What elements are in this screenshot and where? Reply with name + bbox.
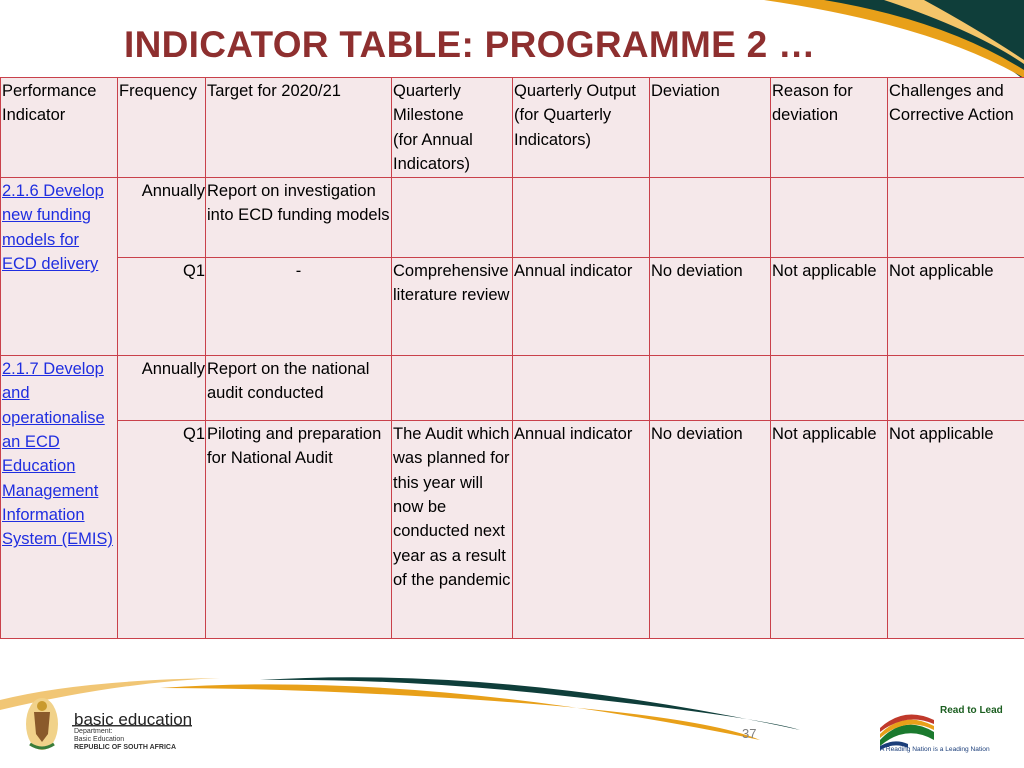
output-cell: Annual indicator [513, 421, 650, 639]
deviation-cell [650, 356, 771, 421]
header-challenges: Challenges and Corrective Action [888, 78, 1024, 178]
header-quarterly-output: Quarterly Output (for Quarterly Indicators) [513, 78, 650, 178]
reason-cell [771, 178, 888, 258]
brand-sub-line: REPUBLIC OF SOUTH AFRICA [74, 744, 177, 751]
milestone-cell [392, 356, 513, 421]
header-deviation: Deviation [650, 78, 771, 178]
indicator-cell [1, 178, 118, 356]
brand-subtitle [74, 728, 176, 752]
campaign-title: Read to Lead [940, 705, 1003, 716]
output-cell [513, 356, 650, 421]
page-number: 37 [742, 726, 757, 741]
indicator-link-2-1-6[interactable]: 2.1.6 Develop new funding models for ECD delivery [2, 182, 104, 274]
target-cell: Report on the national audit conducted [206, 356, 392, 421]
deviation-cell: No deviation [650, 258, 771, 356]
deviation-cell [650, 178, 771, 258]
milestone-cell: Comprehensive literature review [392, 258, 513, 356]
reason-cell [771, 356, 888, 421]
challenges-cell: Not applicable [888, 258, 1024, 356]
table-row [1, 178, 1024, 258]
slide-title: INDICATOR TABLE: PROGRAMME 2 … [124, 24, 816, 65]
table-row [1, 421, 1024, 639]
indicator-table [0, 77, 1024, 639]
frequency-cell: Q1 [118, 421, 206, 639]
indicator-link-2-1-7[interactable]: 2.1.7 Develop and operationalise an ECD Education Management Information System (EMIS) [2, 360, 113, 549]
target-cell: - [206, 258, 392, 356]
challenges-cell [888, 356, 1024, 421]
campaign-tagline: A Reading Nation is a Leading Nation [880, 746, 990, 753]
frequency-cell: Annually [118, 178, 206, 258]
brand-sub-line: Basic Education [74, 736, 125, 743]
brand-sub-line: Department: [74, 728, 113, 735]
header-reason-for-deviation: Reason for deviation [771, 78, 888, 178]
milestone-cell: The Audit which was planned for this year will now be conducted next year as a result of the pandemic [392, 421, 513, 639]
indicator-cell [1, 356, 118, 639]
table-row [1, 258, 1024, 356]
header-target: Target for 2020/21 [206, 78, 392, 178]
brand-name: basic education [74, 710, 193, 729]
target-cell: Report on investigation into ECD funding models [206, 178, 392, 258]
header-performance-indicator: Performance Indicator [1, 78, 118, 178]
frequency-cell: Q1 [118, 258, 206, 356]
target-cell: Piloting and preparation for National Audit [206, 421, 392, 639]
table-header-row [1, 78, 1024, 178]
deviation-cell: No deviation [650, 421, 771, 639]
header-quarterly-milestone: Quarterly Milestone (for Annual Indicators) [392, 78, 513, 178]
frequency-cell: Annually [118, 356, 206, 421]
table-row [1, 356, 1024, 421]
milestone-cell [392, 178, 513, 258]
header-frequency: Frequency [118, 78, 206, 178]
reason-cell: Not applicable [771, 258, 888, 356]
reason-cell: Not applicable [771, 421, 888, 639]
challenges-cell: Not applicable [888, 421, 1024, 639]
output-cell [513, 178, 650, 258]
challenges-cell [888, 178, 1024, 258]
output-cell: Annual indicator [513, 258, 650, 356]
